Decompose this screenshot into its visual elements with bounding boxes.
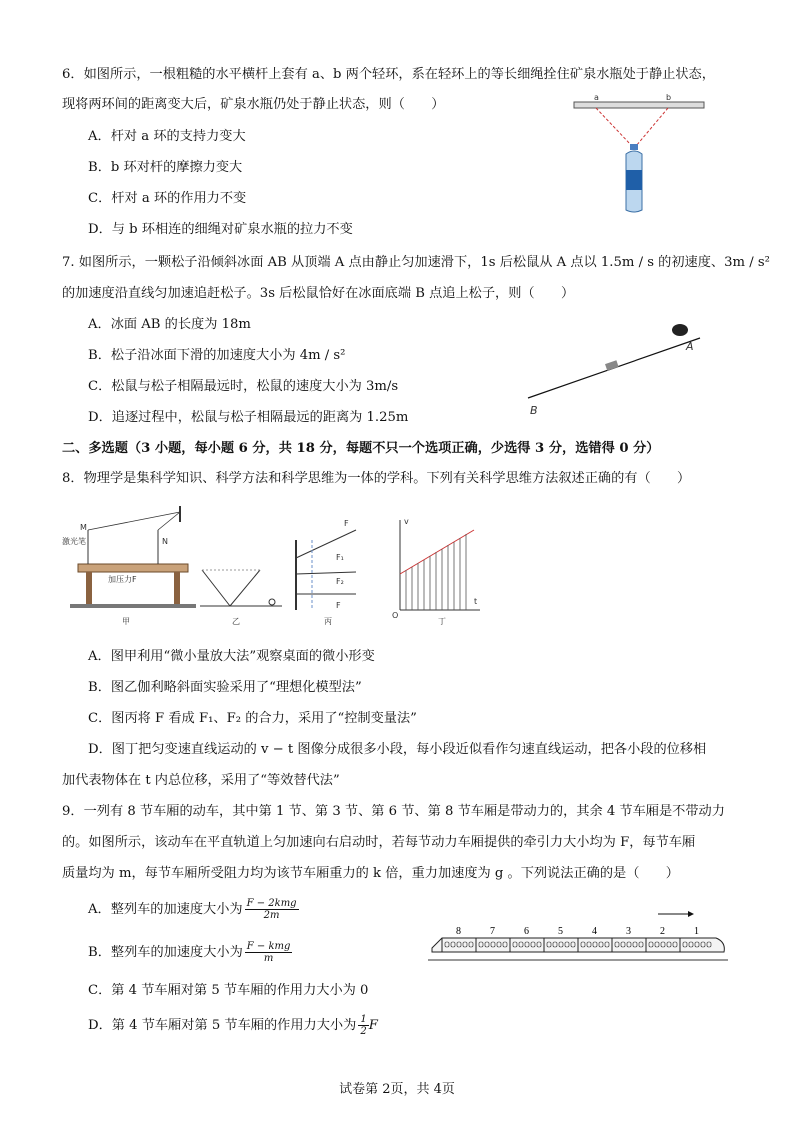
car-number-8: 8	[456, 926, 461, 937]
q9-option-d	[88, 1014, 378, 1037]
q9-figure-train	[428, 908, 728, 968]
q8-label-press: 加压力F	[108, 575, 137, 584]
q9-option-b-fraction	[245, 941, 293, 964]
q9-option-d-text: D．第 4 节车厢对第 5 节车厢的作用力大小为	[88, 1018, 357, 1033]
q7-figure-incline	[520, 318, 710, 418]
q8-option-d-line2: 加代表物体在 t 内总位移，采用了“等效替代法”	[62, 773, 340, 788]
q6-option-c: C．杆对 a 环的作用力不变	[88, 191, 247, 206]
q9-option-a-text: A．整列车的加速度大小为	[88, 902, 243, 917]
q9-option-c: C．第 4 节车厢对第 5 节车厢的作用力大小为 0	[88, 983, 369, 998]
q7-option-d: D．追逐过程中，松鼠与松子相隔最远的距离为 1.25m	[88, 410, 409, 425]
q8-label-M: M	[80, 523, 87, 532]
q9-option-b-den: m	[263, 953, 274, 964]
q8-label-v: v	[404, 517, 409, 526]
q8-label-ding: 丁	[438, 617, 446, 626]
q8-label-t: t	[474, 597, 478, 606]
q7-option-a: A．冰面 AB 的长度为 18m	[88, 317, 251, 332]
q6-option-d: D．与 b 环相连的细绳对矿泉水瓶的拉力不变	[88, 222, 353, 237]
car-number-6: 6	[524, 926, 529, 937]
q8-label-jia: 甲	[122, 617, 130, 626]
q8-label-F1: F₁	[336, 553, 344, 562]
q8-figure-ding	[392, 517, 480, 626]
q9-option-a-fraction	[245, 898, 299, 921]
q7-stem-line2: 的加速度沿直线匀加速追赶松子。3s 后松鼠恰好在冰面底端 B 点追上松子，则（ ）	[62, 286, 575, 301]
q8-figure-yi	[200, 570, 282, 626]
q8-stem: 8．物理学是集科学知识、科学方法和科学思维为一体的学科。下列有关科学思维方法叙述正确的有（ ）	[62, 471, 691, 486]
q9-option-a-den: 2m	[263, 910, 280, 921]
q7-stem-line1: 7. 如图所示，一颗松子沿倾斜冰面 AB 从顶端 A 点由静止匀加速滑下，1s 后松鼠从 A 点以 1.5m / s 的初速度、3m / s²	[62, 255, 770, 270]
q8-label-bing: 丙	[324, 617, 332, 626]
q9-option-b	[88, 941, 292, 964]
q8-label-F-top: F	[344, 519, 349, 528]
q7-option-c: C．松鼠与松子相隔最远时，松鼠的速度大小为 3m/s	[88, 379, 399, 394]
q8-option-b: B．图乙伽利略斜面实验采用了“理想化模型法”	[88, 680, 362, 695]
q9-option-b-num: F − kmg	[246, 941, 291, 952]
section-multi-choice-title: 二、多选题（3 小题，每小题 6 分，共 18 分，每题不只一个选项正确，少选得 3 分，选错得 0 分）	[62, 441, 660, 456]
car-number-1: 1	[694, 926, 699, 937]
q6-stem-line2: 现将两环间的距离变大后，矿泉水瓶仍处于静止状态，则（ ）	[62, 97, 445, 112]
q8-label-yi: 乙	[232, 617, 240, 626]
q6-figure-bottle	[570, 94, 710, 216]
q9-option-d-fraction	[358, 1014, 368, 1037]
q9-stem-line1: 9．一列有 8 节车厢的动车，其中第 1 节、第 3 节、第 6 节、第 8 节车厢是带动力的，其余 4 节车厢是不带动力	[62, 804, 725, 819]
q9-stem-line2: 的。如图所示，该动车在平直轨道上匀加速向右启动时，若每节动力车厢提供的牵引力大小均为 F，每节车厢	[62, 835, 696, 850]
page-footer: 试卷第 2页，共 4页	[339, 1082, 455, 1097]
q8-figure-bing	[296, 519, 356, 626]
q9-option-d-num: 1	[360, 1014, 367, 1025]
q6-label-a: a	[594, 93, 599, 102]
car-number-2: 2	[660, 926, 665, 937]
car-number-7: 7	[490, 926, 495, 937]
q9-stem-line3: 质量均为 m，每节车厢所受阻力均为该节车厢重力的 k 倍，重力加速度为 g 。下列说法正确的是（ ）	[62, 866, 679, 881]
car-number-4: 4	[592, 926, 597, 937]
q7-option-b: B．松子沿冰面下滑的加速度大小为 4m / s²	[88, 348, 346, 363]
q8-option-a: A．图甲利用“微小量放大法”观察桌面的微小形变	[88, 649, 375, 664]
q8-option-d-line1: D．图丁把匀变速直线运动的 v − t 图像分成很多小段，每小段近似看作匀速直线运动，把各小段的位移相	[88, 742, 707, 757]
q6-label-b: b	[666, 93, 672, 102]
q9-option-d-tail: F	[368, 1018, 378, 1033]
q7-label-A: A	[686, 340, 694, 353]
q9-option-a	[88, 898, 299, 921]
q6-option-b: B．b 环对杆的摩擦力变大	[88, 160, 243, 175]
q7-label-B: B	[530, 404, 538, 417]
q8-label-N: N	[162, 537, 168, 546]
car-number-layer	[456, 926, 699, 937]
q8-label-F-bottom: F	[336, 601, 341, 610]
q9-option-d-den: 2	[360, 1026, 367, 1037]
q8-option-c: C．图丙将 F 看成 F₁、F₂ 的合力，采用了“控制变量法”	[88, 711, 417, 726]
q9-option-a-num: F − 2kmg	[246, 898, 297, 909]
q8-label-laser: 激光笔	[62, 537, 86, 546]
car-number-5: 5	[558, 926, 563, 937]
car-number-3: 3	[626, 926, 631, 937]
q8-figure-jia	[62, 506, 196, 626]
q8-figure-row	[60, 500, 480, 630]
q8-label-F2: F₂	[336, 577, 344, 586]
squirrel-icon	[672, 324, 688, 336]
q9-option-b-text: B．整列车的加速度大小为	[88, 945, 243, 960]
q6-stem-line1: 6．如图所示，一根粗糙的水平横杆上套有 a、b 两个轻环，系在轻环上的等长细绳拴住矿泉水瓶处于静止状态，	[62, 67, 715, 82]
q6-option-a: A．杆对 a 环的支持力变大	[88, 129, 246, 144]
q8-label-O: O	[392, 611, 399, 620]
